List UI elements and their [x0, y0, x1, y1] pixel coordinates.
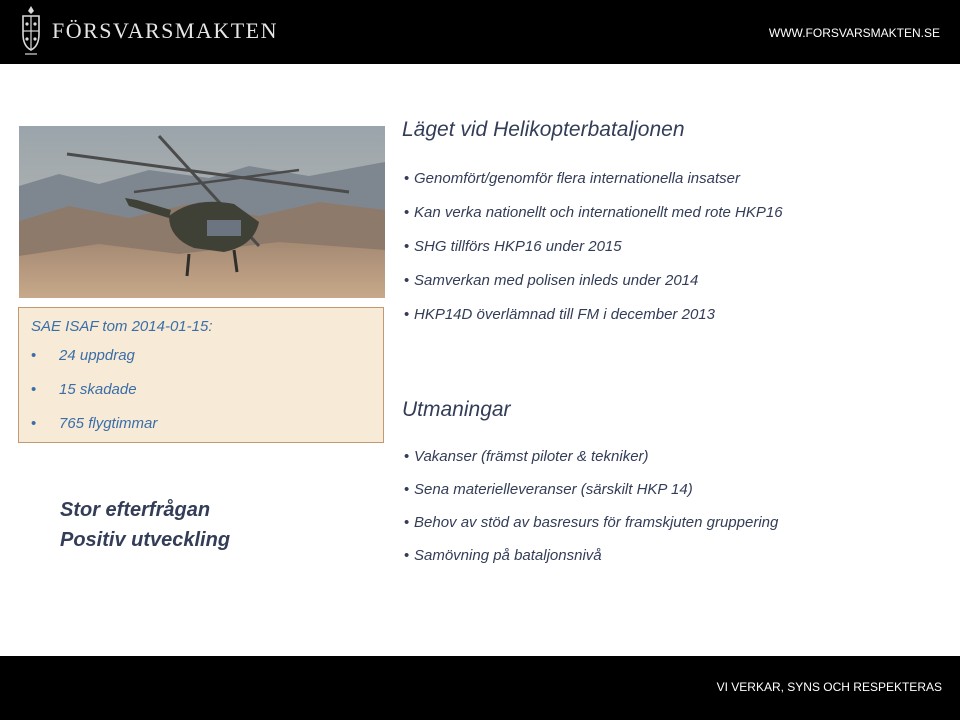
brand-name: FÖRSVARSMAKTEN — [52, 18, 278, 43]
summary-text — [60, 495, 230, 555]
summary-line-demand: Stor efterfrågan — [60, 499, 211, 521]
footer-motto: VI VERKAR, SYNS OCH RESPEKTERAS — [716, 680, 942, 694]
challenge-item: • Vakanser (främst piloter & tekniker) — [404, 446, 778, 479]
swedish-armed-forces-emblem-icon — [18, 4, 44, 60]
status-heading: Läget vid Helikopterbataljonen — [402, 118, 685, 141]
challenges-heading: Utmaningar — [402, 398, 511, 421]
status-item: • Kan verka nationellt och internationellt med rote HKP16 — [404, 202, 783, 236]
status-item: • SHG tillförs HKP16 under 2015 — [404, 236, 783, 270]
website-link[interactable]: WWW.FORSVARSMAKTEN.SE — [768, 26, 940, 40]
helicopter-photo — [19, 126, 385, 298]
mission-stats-box — [18, 307, 384, 443]
stats-item: • 15 skadade — [31, 380, 157, 414]
stats-title: SAE ISAF tom 2014-01-15: — [31, 318, 213, 335]
challenge-item: • Behov av stöd av basresurs för framskjuten gruppering — [404, 512, 778, 545]
status-list — [404, 168, 783, 338]
status-item: • Genomfört/genomför flera internationella insatser — [404, 168, 783, 202]
stats-item: • 765 flygtimmar — [31, 414, 157, 448]
helicopter-photo-icon — [19, 126, 385, 298]
header-bar — [0, 0, 960, 64]
status-item: • Samverkan med polisen inleds under 2014 — [404, 270, 783, 304]
challenge-item: • Samövning på bataljonsnivå — [404, 545, 778, 578]
footer-bar — [0, 656, 960, 720]
stats-item: • 24 uppdrag — [31, 346, 157, 380]
summary-line-trend: Positiv utveckling — [60, 529, 231, 551]
challenges-list — [404, 446, 778, 578]
challenge-item: • Sena materielleveranser (särskilt HKP 14) — [404, 479, 778, 512]
stats-list — [31, 346, 157, 448]
status-item: • HKP14D överlämnad till FM i december 2013 — [404, 304, 783, 338]
